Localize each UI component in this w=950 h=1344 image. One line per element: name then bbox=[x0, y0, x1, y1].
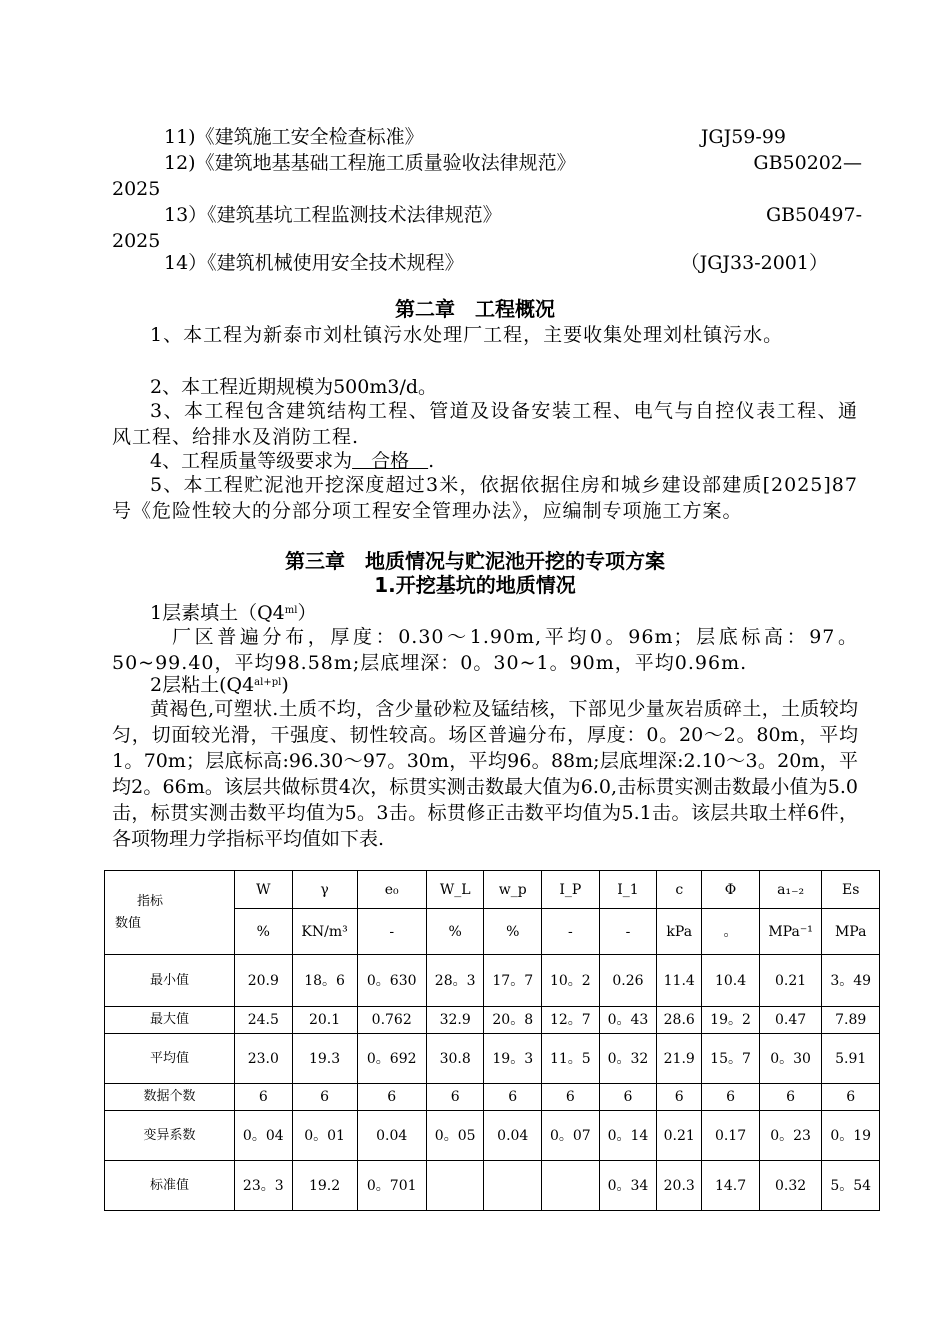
column-unit: MPa⁻¹ bbox=[759, 909, 822, 955]
table-cell: 11.4 bbox=[657, 955, 702, 1007]
column-unit: KN/m³ bbox=[292, 909, 357, 955]
layer-2-heading bbox=[112, 672, 858, 698]
table-cell: 6 bbox=[542, 1084, 600, 1111]
column-unit: 。 bbox=[702, 909, 760, 955]
table-cell: 10.4 bbox=[702, 955, 760, 1007]
row-label: 平均值 bbox=[105, 1034, 235, 1084]
table-cell: 0。32 bbox=[599, 1034, 657, 1084]
table-symbol-row bbox=[105, 871, 880, 909]
table-cell: 6 bbox=[657, 1084, 702, 1111]
column-unit: - bbox=[357, 909, 426, 955]
column-unit: % bbox=[426, 909, 484, 955]
reference-title: 13）《建筑基坑工程监测技术法律规范》 bbox=[164, 204, 502, 226]
table-corner-header bbox=[105, 871, 235, 955]
table-cell: 30.8 bbox=[426, 1034, 484, 1084]
quality-suffix: . bbox=[428, 450, 435, 472]
overview-paragraph-2: 2、本工程近期规模为500m3/d。 bbox=[150, 376, 438, 398]
layer-1-heading bbox=[112, 600, 858, 626]
table-cell: 17。7 bbox=[484, 955, 542, 1007]
table-cell: 18。6 bbox=[292, 955, 357, 1007]
table-cell: 28.6 bbox=[657, 1007, 702, 1034]
table-cell: 0.26 bbox=[599, 955, 657, 1007]
reference-code-continued: 2025 bbox=[112, 178, 161, 200]
table-cell bbox=[484, 1161, 542, 1211]
table-cell: 6 bbox=[426, 1084, 484, 1111]
table-cell: 0.17 bbox=[702, 1111, 760, 1161]
table-cell: 19.2 bbox=[292, 1161, 357, 1211]
table-cell: 0。01 bbox=[292, 1111, 357, 1161]
layer-2-title: 2层粘土(Q4 bbox=[150, 674, 255, 696]
table-cell: 0。19 bbox=[822, 1111, 880, 1161]
chapter-3-title: 第三章 地质情况与贮泥池开挖的专项方案 bbox=[285, 549, 665, 573]
table-row bbox=[105, 1161, 880, 1211]
column-unit: kPa bbox=[657, 909, 702, 955]
overview-paragraph-5: 5、本工程贮泥池开挖深度超过3米，依据依据住房和城乡建设部建质[2025]87号《危险性较大的分部分项工程安全管理办法》，应编制专项施工方案。 bbox=[112, 474, 858, 522]
table-cell: 6 bbox=[235, 1084, 293, 1111]
table-cell: 0。30 bbox=[759, 1034, 822, 1084]
table-cell: 5。54 bbox=[822, 1161, 880, 1211]
column-symbol: W_L bbox=[426, 871, 484, 909]
table-cell: 0.04 bbox=[357, 1111, 426, 1161]
row-label: 最大值 bbox=[105, 1007, 235, 1034]
table-cell bbox=[426, 1161, 484, 1211]
column-symbol: W bbox=[235, 871, 293, 909]
row-label: 最小值 bbox=[105, 955, 235, 1007]
chapter-2-title: 第二章 工程概况 bbox=[395, 297, 555, 321]
table-cell: 0。05 bbox=[426, 1111, 484, 1161]
table-cell: 0。630 bbox=[357, 955, 426, 1007]
table-cell: 11。5 bbox=[542, 1034, 600, 1084]
layer-1-description: 厂区普遍分布，厚度：0.30～1.90m,平均0。96m；层底标高：97。50~99.40，平均98.58m;层底埋深：0。30~1。90m，平均0.96m. bbox=[112, 626, 858, 674]
column-symbol: Φ bbox=[702, 871, 760, 909]
table-cell: 0.32 bbox=[759, 1161, 822, 1211]
table-cell: 6 bbox=[599, 1084, 657, 1111]
table-cell: 3。49 bbox=[822, 955, 880, 1007]
soil-properties-table bbox=[104, 870, 880, 1211]
layer-2-description: 黄褐色,可塑状.土质不均，含少量砂粒及锰结核，下部见少量灰岩质碎土，土质较均匀，切面较光滑，干强度、韧性较高。场区普遍分布，厚度：0。20～2。80m，平均1。70m；层底标高:96.30～97。30m，平均96。88m;层底埋深:2.10～3。20m，平均2。66m。该层共做标贯4次，标贯实测击数最大值为6.0,击标贯实测击数最小值为5.0击，标贯实测击数平均值为5。3击。标贯修正击数平均值为5.1击。该层共取土样6件，各项物理力学指标平均值如下表. bbox=[112, 698, 858, 850]
table-cell: 0。23 bbox=[759, 1111, 822, 1161]
table-cell: 15。7 bbox=[702, 1034, 760, 1084]
reference-code: GB50202— bbox=[753, 152, 862, 174]
row-label: 标准值 bbox=[105, 1161, 235, 1211]
quality-value: 合格 bbox=[352, 450, 429, 472]
layer-2-close: ) bbox=[281, 674, 289, 696]
column-symbol: I_1 bbox=[599, 871, 657, 909]
row-label: 变异系数 bbox=[105, 1111, 235, 1161]
table-cell: 28。3 bbox=[426, 955, 484, 1007]
reference-title: 12)《建筑地基基础工程施工质量验收法律规范》 bbox=[164, 152, 576, 174]
table-cell: 20。8 bbox=[484, 1007, 542, 1034]
table-cell: 19.3 bbox=[292, 1034, 357, 1084]
table-cell: 24.5 bbox=[235, 1007, 293, 1034]
column-symbol: γ bbox=[292, 871, 357, 909]
column-symbol: Es bbox=[822, 871, 880, 909]
row-label: 数据个数 bbox=[105, 1084, 235, 1111]
table-cell: 5.91 bbox=[822, 1034, 880, 1084]
layer-2-superscript: al+pl bbox=[254, 677, 282, 688]
column-unit: % bbox=[484, 909, 542, 955]
table-cell: 12。7 bbox=[542, 1007, 600, 1034]
table-cell: 6 bbox=[292, 1084, 357, 1111]
table-cell: 6 bbox=[822, 1084, 880, 1111]
table-cell: 10。2 bbox=[542, 955, 600, 1007]
table-cell: 6 bbox=[702, 1084, 760, 1111]
column-unit: - bbox=[599, 909, 657, 955]
table-cell: 6 bbox=[759, 1084, 822, 1111]
layer-1-title: 1层素填土（Q4 bbox=[150, 602, 285, 624]
table-cell bbox=[542, 1161, 600, 1211]
table-cell: 0。701 bbox=[357, 1161, 426, 1211]
column-symbol: a₁₋₂ bbox=[759, 871, 822, 909]
table-cell: 32.9 bbox=[426, 1007, 484, 1034]
reference-code: GB50497- bbox=[765, 204, 862, 226]
overview-paragraph-3: 3、本工程包含建筑结构工程、管道及设备安装工程、电气与自控仪表工程、通风工程、给排水及消防工程. bbox=[112, 400, 858, 448]
table-row bbox=[105, 1034, 880, 1084]
column-unit: - bbox=[542, 909, 600, 955]
table-cell: 0。43 bbox=[599, 1007, 657, 1034]
table-cell: 23.0 bbox=[235, 1034, 293, 1084]
table-cell: 20.9 bbox=[235, 955, 293, 1007]
table-cell: 0。692 bbox=[357, 1034, 426, 1084]
table-cell: 0。14 bbox=[599, 1111, 657, 1161]
overview-paragraph-1: 1、本工程为新泰市刘杜镇污水处理厂工程，主要收集处理刘杜镇污水。 bbox=[150, 324, 784, 346]
table-cell: 20.3 bbox=[657, 1161, 702, 1211]
table-cell: 7.89 bbox=[822, 1007, 880, 1034]
column-unit: % bbox=[235, 909, 293, 955]
table-cell: 19。2 bbox=[702, 1007, 760, 1034]
reference-title: 14）《建筑机械使用安全技术规程》 bbox=[164, 252, 464, 274]
reference-title: 11)《建筑施工安全检查标准》 bbox=[164, 126, 424, 148]
column-unit: MPa bbox=[822, 909, 880, 955]
table-body bbox=[105, 955, 880, 1211]
quality-label: 4、工程质量等级要求为 bbox=[150, 450, 353, 472]
table-cell: 21.9 bbox=[657, 1034, 702, 1084]
table-cell: 0。04 bbox=[235, 1111, 293, 1161]
table-row bbox=[105, 1007, 880, 1034]
table-cell: 20.1 bbox=[292, 1007, 357, 1034]
section-1-title: 1.开挖基坑的地质情况 bbox=[374, 573, 576, 597]
table-cell: 23。3 bbox=[235, 1161, 293, 1211]
table-row bbox=[105, 1111, 880, 1161]
table-row bbox=[105, 1084, 880, 1111]
table-cell: 0.04 bbox=[484, 1111, 542, 1161]
column-symbol: c bbox=[657, 871, 702, 909]
layer-1-close: ） bbox=[297, 602, 317, 624]
layer-1-superscript: ml bbox=[284, 605, 298, 616]
column-symbol: I_P bbox=[542, 871, 600, 909]
table-cell: 14.7 bbox=[702, 1161, 760, 1211]
table-cell: 0.21 bbox=[759, 955, 822, 1007]
table-cell: 0.762 bbox=[357, 1007, 426, 1034]
table-cell: 0.47 bbox=[759, 1007, 822, 1034]
reference-code: JGJ59-99 bbox=[700, 126, 786, 148]
column-symbol: e₀ bbox=[357, 871, 426, 909]
reference-code-continued: 2025 bbox=[112, 230, 161, 252]
corner-label-value: 数值 bbox=[115, 915, 142, 931]
table-cell: 0.21 bbox=[657, 1111, 702, 1161]
table-cell: 0。07 bbox=[542, 1111, 600, 1161]
table-cell: 19。3 bbox=[484, 1034, 542, 1084]
table-cell: 6 bbox=[357, 1084, 426, 1111]
corner-label-index: 指标 bbox=[137, 893, 164, 909]
table-cell: 6 bbox=[484, 1084, 542, 1111]
reference-code: （JGJ33-2001） bbox=[680, 252, 828, 274]
table-row bbox=[105, 955, 880, 1007]
table-cell: 0。34 bbox=[599, 1161, 657, 1211]
column-symbol: w_p bbox=[484, 871, 542, 909]
overview-paragraph-4 bbox=[112, 448, 858, 474]
